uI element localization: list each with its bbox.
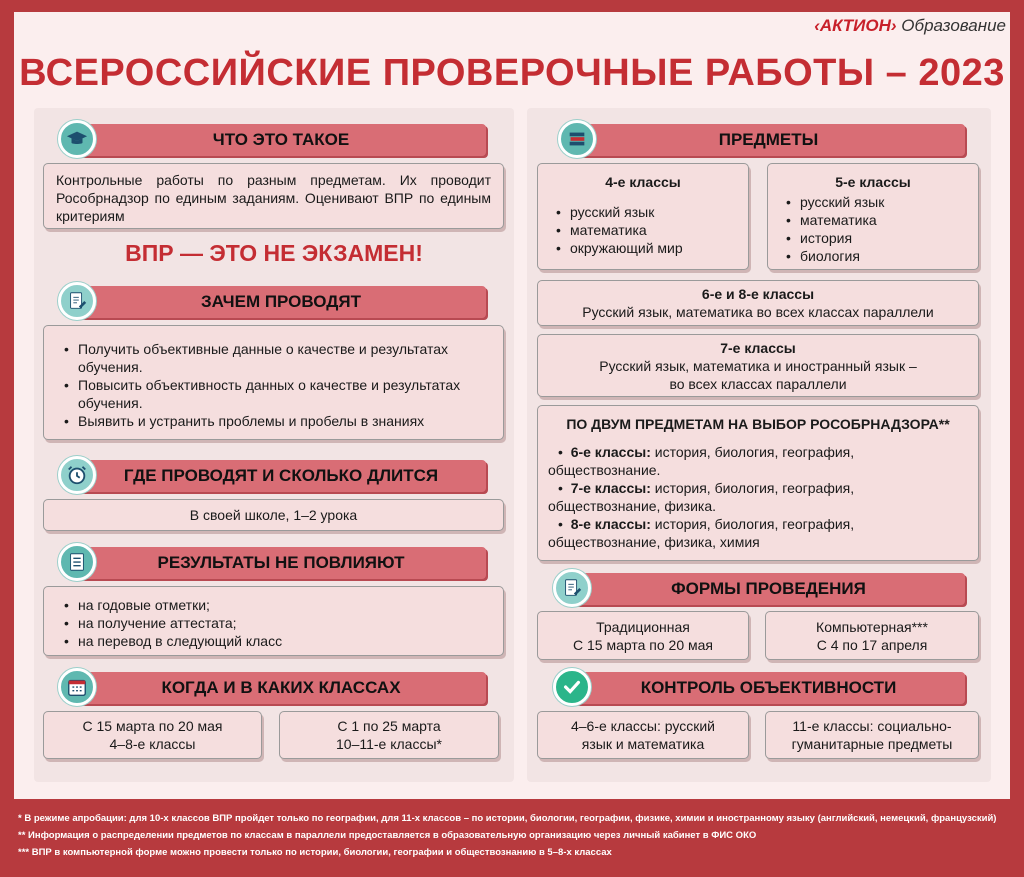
forms-traditional-box	[537, 611, 749, 660]
books-icon	[558, 120, 596, 158]
choice-grade8-text: история, биология, география,	[650, 516, 855, 532]
subjects-grade7-box	[537, 334, 979, 397]
control-senior-line1: 11-е классы: социально-	[792, 718, 952, 734]
subjects-header: ПРЕДМЕТЫ	[572, 124, 965, 156]
control-junior-box	[537, 711, 749, 759]
brand-logo-mark: ‹АКТИОН›	[814, 16, 897, 35]
forms-traditional-title: Традиционная	[596, 618, 690, 635]
why-header: ЗАЧЕМ ПРОВОДЯТ	[76, 286, 486, 318]
list-item: • русский язык	[550, 203, 736, 221]
graduation-cap-icon	[58, 120, 96, 158]
where-header: ГДЕ ПРОВОДЯТ И СКОЛЬКО ДЛИТСЯ	[76, 460, 486, 492]
check-icon	[553, 668, 591, 706]
control-junior-line2: язык и математика	[581, 736, 705, 752]
list-item: • биология	[780, 247, 966, 265]
grade5-list	[780, 193, 966, 265]
where-text: В своей школе, 1–2 урока	[189, 507, 358, 523]
list-item: • 8-е классы: история, биология, география, обществознание, физика, химия	[548, 516, 855, 550]
list-item: • Получить объективные данные о качестве и результатах обучения.	[58, 340, 491, 376]
subjects-choice-box	[537, 405, 979, 561]
choice-grade7-text: история, биология, география,	[650, 480, 855, 496]
choice-grade7-cont: обществознание, физика.	[548, 498, 717, 514]
list-item: • 6-е классы: история, биология, география, обществознание.	[548, 444, 855, 478]
brand-logo-text: Образование	[896, 16, 1006, 35]
checklist-icon	[58, 543, 96, 581]
subjects-grade6-8-box	[537, 280, 979, 326]
brand-logo	[814, 16, 1006, 36]
choice-grade6-text: история, биология, география,	[650, 444, 855, 460]
when-box-primary	[43, 711, 262, 759]
when-senior-dates: С 1 по 25 марта	[337, 718, 441, 734]
forms-header: ФОРМЫ ПРОВЕДЕНИЯ	[572, 573, 965, 605]
choice-list	[548, 443, 968, 551]
what-header: ЧТО ЭТО ТАКОЕ	[76, 124, 486, 156]
control-header: КОНТРОЛЬ ОБЪЕКТИВНОСТИ	[572, 672, 965, 704]
grade5-title: 5-е классы	[835, 174, 911, 190]
results-box	[43, 586, 504, 656]
when-header: КОГДА И В КАКИХ КЛАССАХ	[76, 672, 486, 704]
grade7-line1: Русский язык, математика и иностранный язык –	[599, 357, 917, 374]
grade7-title: 7-е классы	[720, 339, 796, 356]
calendar-icon	[58, 668, 96, 706]
forms-traditional-dates: С 15 марта по 20 мая	[573, 636, 713, 653]
choice-grade6: 6-е классы:	[570, 444, 651, 460]
control-senior-box	[765, 711, 979, 759]
where-box	[43, 499, 504, 531]
results-list	[58, 596, 491, 650]
forms-computer-title: Компьютерная***	[816, 618, 928, 635]
not-exam-banner: ВПР — ЭТО НЕ ЭКЗАМЕН!	[125, 240, 423, 266]
control-senior-line2: гуманитарные предметы	[791, 736, 953, 752]
page-title: ВСЕРОССИЙСКИЕ ПРОВЕРОЧНЫЕ РАБОТЫ – 2023	[19, 52, 1005, 94]
what-text: Контрольные работы по разным предметам. Их проводит Рособрнадзор по единым заданиям. Оценивают ВПР по единым критериям	[56, 172, 491, 224]
what-text-box	[43, 163, 504, 229]
subjects-grade5-box	[767, 163, 979, 270]
choice-title: ПО ДВУМ ПРЕДМЕТАМ НА ВЫБОР РОСОБРНАДЗОРА**	[566, 416, 950, 432]
list-item: • на годовые отметки;	[58, 596, 491, 614]
list-item: • история	[780, 229, 966, 247]
footnote: *** ВПР в компьютерной форме можно провести только по истории, биологии, географии и обществознанию в 5–8-х классах	[18, 847, 612, 858]
list-item: • окружающий мир	[550, 239, 736, 257]
list-item: • Повысить объективность данных о качестве и результатах обучения.	[58, 376, 491, 412]
document-pen-icon	[58, 282, 96, 320]
alarm-clock-icon	[58, 456, 96, 494]
list-item: • на перевод в следующий класс	[58, 632, 491, 650]
choice-grade8-cont: обществознание, физика, химия	[548, 534, 760, 550]
grade4-title: 4-е классы	[605, 174, 681, 190]
choice-grade6-cont: обществознание.	[548, 462, 661, 478]
footnote: ** Информация о распределении предметов по классам в параллели предоставляется в образовательную организацию через личный кабинет в ФИС ОКО	[18, 830, 757, 841]
when-box-senior	[279, 711, 499, 759]
grade68-text: Русский язык, математика во всех классах параллели	[582, 304, 934, 320]
subjects-grade4-box	[537, 163, 749, 270]
list-item: • математика	[550, 221, 736, 239]
document-pen-icon	[553, 569, 591, 607]
forms-computer-dates: С 4 по 17 апреля	[816, 636, 928, 653]
grade4-list	[550, 203, 736, 257]
list-item: • Выявить и устранить проблемы и пробелы в знаниях	[58, 412, 491, 430]
results-header: РЕЗУЛЬТАТЫ НЕ ПОВЛИЯЮТ	[76, 547, 486, 579]
control-junior-line1: 4–6-е классы: русский	[570, 718, 715, 734]
why-box	[43, 325, 504, 440]
why-list	[58, 340, 491, 430]
list-item: • русский язык	[780, 193, 966, 211]
when-primary-grades: 4–8-е классы	[109, 736, 196, 752]
footnote: * В режиме апробации: для 10-х классов ВПР пройдет только по географии, для 11-х классов – по истории, биологии, географии, физике, химии и иностранному языку (английский, немецкий, французский)	[18, 813, 997, 824]
list-item: • на получение аттестата;	[58, 614, 491, 632]
when-senior-grades: 10–11-е классы*	[336, 736, 442, 752]
footnotes	[18, 812, 1008, 863]
grade7-line2: во всех классах параллели	[669, 375, 847, 392]
when-primary-dates: С 15 марта по 20 мая	[82, 718, 223, 734]
list-item: • математика	[780, 211, 966, 229]
forms-computer-box	[765, 611, 979, 660]
choice-grade7: 7-е классы:	[570, 480, 651, 496]
choice-grade8: 8-е классы:	[570, 516, 651, 532]
list-item: • 7-е классы: история, биология, география, обществознание, физика.	[548, 480, 855, 514]
grade68-title: 6-е и 8-е классы	[701, 286, 815, 302]
